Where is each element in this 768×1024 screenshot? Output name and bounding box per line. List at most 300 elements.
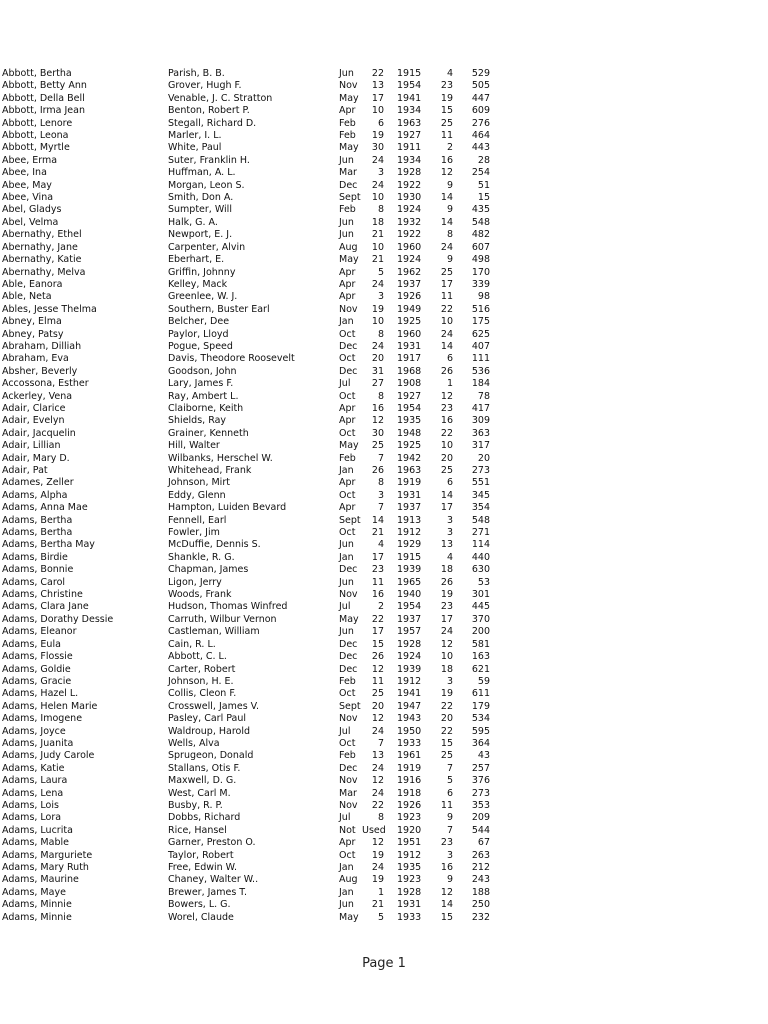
record-bride: Accossona, Esther bbox=[2, 378, 89, 390]
record-month: Feb bbox=[339, 130, 356, 142]
record-book: 15 bbox=[440, 737, 453, 749]
record-day: 17 bbox=[371, 626, 384, 638]
record-book: 24 bbox=[440, 241, 453, 253]
record-bride: Adams, Christine bbox=[2, 589, 83, 601]
record-month: Nov bbox=[339, 303, 358, 315]
record-row bbox=[0, 577, 768, 589]
record-row bbox=[0, 515, 768, 527]
record-day: 26 bbox=[371, 651, 384, 663]
record-bride: Able, Neta bbox=[2, 291, 52, 303]
record-row bbox=[0, 788, 768, 800]
record-month: Oct bbox=[339, 688, 356, 700]
record-book: 10 bbox=[440, 651, 453, 663]
record-groom: Johnson, Mirt bbox=[168, 477, 230, 489]
record-bride: Adair, Clarice bbox=[2, 402, 66, 414]
record-month: Nov bbox=[339, 775, 358, 787]
record-row bbox=[0, 800, 768, 812]
record-year: 1934 bbox=[397, 105, 422, 117]
record-year: 1932 bbox=[397, 216, 422, 228]
record-month: May bbox=[339, 92, 359, 104]
record-row bbox=[0, 775, 768, 787]
record-groom: Stegall, Richard D. bbox=[168, 117, 257, 129]
record-bride: Adams, Eula bbox=[2, 638, 61, 650]
record-groom: Shankle, R. G. bbox=[168, 551, 235, 563]
record-day: 24 bbox=[371, 278, 384, 290]
record-book: 14 bbox=[440, 192, 453, 204]
record-month: Apr bbox=[339, 477, 356, 489]
record-page: 370 bbox=[471, 613, 490, 625]
record-book: 19 bbox=[440, 688, 453, 700]
record-year: 1965 bbox=[397, 576, 422, 588]
record-page: 59 bbox=[477, 675, 490, 687]
record-month: Apr bbox=[339, 837, 356, 849]
record-groom: Shields, Ray bbox=[168, 415, 227, 427]
record-month: Feb bbox=[339, 117, 356, 129]
record-book: 26 bbox=[440, 576, 453, 588]
record-bride: Adams, Dorathy Dessie bbox=[2, 613, 114, 625]
record-page: 536 bbox=[471, 365, 490, 377]
record-row bbox=[0, 291, 768, 303]
record-page: 67 bbox=[477, 837, 490, 849]
record-month: Jun bbox=[339, 576, 354, 588]
record-groom: Newport, E. J. bbox=[168, 229, 233, 241]
record-groom: West, Carl M. bbox=[168, 787, 231, 799]
record-month: Dec bbox=[339, 651, 358, 663]
record-month: Dec bbox=[339, 365, 358, 377]
record-page: 184 bbox=[471, 378, 490, 390]
record-page: 78 bbox=[477, 390, 490, 402]
record-month: Nov bbox=[339, 713, 358, 725]
record-day: 14 bbox=[371, 514, 384, 526]
record-book: 11 bbox=[440, 130, 453, 142]
record-book: 19 bbox=[440, 589, 453, 601]
record-page: 353 bbox=[471, 799, 490, 811]
record-row bbox=[0, 204, 768, 216]
record-groom: Hill, Walter bbox=[168, 440, 220, 452]
record-bride: Abbott, Della Bell bbox=[2, 92, 85, 104]
record-year: 1954 bbox=[397, 80, 422, 92]
record-day: 3 bbox=[377, 291, 384, 303]
record-page: 114 bbox=[471, 539, 490, 551]
record-day: 30 bbox=[371, 142, 384, 154]
record-day: 30 bbox=[371, 427, 384, 439]
record-row bbox=[0, 713, 768, 725]
record-groom: Carruth, Wilbur Vernon bbox=[168, 613, 277, 625]
record-page: 212 bbox=[471, 862, 490, 873]
record-day: 10 bbox=[371, 192, 384, 204]
record-groom: Parish, B. B. bbox=[168, 68, 225, 79]
record-book: 1 bbox=[446, 378, 453, 390]
record-month: Dec bbox=[339, 638, 358, 650]
record-book: 24 bbox=[440, 328, 453, 340]
record-page: 447 bbox=[471, 92, 490, 104]
record-row bbox=[0, 229, 768, 241]
record-year: 1922 bbox=[397, 179, 422, 191]
record-page: 200 bbox=[471, 626, 490, 638]
record-year: 1957 bbox=[397, 626, 422, 638]
record-groom: Whitehead, Frank bbox=[168, 465, 252, 476]
record-year: 1937 bbox=[397, 502, 422, 514]
record-book: 7 bbox=[446, 762, 453, 774]
record-groom: Marler, I. L. bbox=[168, 130, 222, 142]
record-book: 10 bbox=[440, 440, 453, 452]
record-book: 3 bbox=[446, 514, 453, 526]
record-groom: Hampton, Luiden Bevard bbox=[168, 502, 287, 514]
record-year: 1933 bbox=[397, 911, 422, 923]
record-month: Jul bbox=[339, 378, 351, 390]
record-year: 1918 bbox=[397, 787, 422, 799]
record-month: Aug bbox=[339, 874, 358, 886]
record-day: 6 bbox=[377, 117, 384, 129]
record-groom: Ligon, Jerry bbox=[168, 576, 222, 588]
record-year: 1939 bbox=[397, 564, 422, 576]
record-bride: Adams, Gracie bbox=[2, 675, 72, 687]
record-year: 1923 bbox=[397, 812, 422, 824]
record-day: 16 bbox=[371, 402, 384, 414]
record-row bbox=[0, 738, 768, 750]
record-month: Jun bbox=[339, 216, 354, 228]
record-book: 6 bbox=[446, 787, 453, 799]
record-groom: Southern, Buster Earl bbox=[168, 303, 270, 315]
record-groom: Dobbs, Richard bbox=[168, 812, 241, 824]
record-groom: Grainer, Kenneth bbox=[168, 427, 249, 439]
record-day: 11 bbox=[371, 576, 384, 588]
record-page: 243 bbox=[471, 874, 490, 886]
record-groom: Fowler, Jim bbox=[168, 527, 220, 539]
record-page: 440 bbox=[471, 551, 490, 563]
record-groom: Wilbanks, Herschel W. bbox=[168, 452, 273, 464]
record-row bbox=[0, 477, 768, 489]
record-year: 1915 bbox=[397, 551, 422, 563]
record-book: 22 bbox=[440, 303, 453, 315]
record-bride: Adams, Maye bbox=[2, 886, 66, 898]
record-row bbox=[0, 837, 768, 849]
record-row bbox=[0, 316, 768, 328]
record-book: 22 bbox=[440, 725, 453, 737]
record-day: 18 bbox=[371, 216, 384, 228]
record-year: 1930 bbox=[397, 192, 422, 204]
record-groom: Chapman, James bbox=[168, 564, 249, 576]
record-page: 482 bbox=[471, 229, 490, 241]
record-book: 15 bbox=[440, 911, 453, 923]
record-day: 8 bbox=[377, 390, 384, 402]
record-book: 15 bbox=[440, 105, 453, 117]
record-groom: Goodson, John bbox=[168, 365, 237, 377]
record-groom: Davis, Theodore Roosevelt bbox=[168, 353, 295, 365]
record-bride: Abney, Elma bbox=[2, 316, 62, 328]
record-groom: Huffman, A. L. bbox=[168, 167, 236, 179]
record-year: 1924 bbox=[397, 204, 422, 216]
record-page: 364 bbox=[471, 737, 490, 749]
record-month: Feb bbox=[339, 204, 356, 216]
record-bride: Adams, Maurine bbox=[2, 874, 79, 886]
record-book: 24 bbox=[440, 626, 453, 638]
record-groom: Brewer, James T. bbox=[168, 886, 248, 898]
record-row bbox=[0, 688, 768, 700]
record-page: 464 bbox=[471, 130, 490, 142]
record-bride: Adams, Judy Carole bbox=[2, 750, 95, 762]
record-day: 8 bbox=[377, 477, 384, 489]
record-bride: Adams, Katie bbox=[2, 762, 65, 774]
record-row bbox=[0, 254, 768, 266]
record-bride: Able, Eanora bbox=[2, 278, 63, 290]
record-book: 3 bbox=[446, 527, 453, 539]
record-bride: Abraham, Eva bbox=[2, 353, 69, 365]
record-year: 1913 bbox=[397, 514, 422, 526]
record-groom: Castleman, William bbox=[168, 626, 260, 638]
record-book: 9 bbox=[446, 254, 453, 266]
record-day: 12 bbox=[371, 775, 384, 787]
record-bride: Adams, Joyce bbox=[2, 725, 66, 737]
record-month: Apr bbox=[339, 415, 356, 427]
record-page: 232 bbox=[471, 911, 490, 923]
record-groom: Griffin, Johnny bbox=[168, 266, 236, 278]
record-month: Jan bbox=[339, 316, 354, 328]
record-groom: Benton, Robert P. bbox=[168, 105, 250, 117]
record-year: 1925 bbox=[397, 440, 422, 452]
record-bride: Adams, Lena bbox=[2, 787, 64, 799]
record-book: 12 bbox=[440, 390, 453, 402]
record-year: 1912 bbox=[397, 527, 422, 539]
record-day: 20 bbox=[371, 353, 384, 365]
record-row bbox=[0, 217, 768, 229]
record-row bbox=[0, 130, 768, 142]
record-year: 1940 bbox=[397, 589, 422, 601]
record-groom: Claiborne, Keith bbox=[168, 402, 244, 414]
record-page: 609 bbox=[471, 105, 490, 117]
record-bride: Adams, Marguriete bbox=[2, 849, 93, 861]
record-book: 14 bbox=[440, 340, 453, 352]
record-bride: Adams, Bertha May bbox=[2, 539, 95, 551]
record-month: Apr bbox=[339, 502, 356, 514]
record-book: 11 bbox=[440, 291, 453, 303]
record-bride: Abbott, Leona bbox=[2, 130, 69, 142]
record-bride: Abernathy, Jane bbox=[2, 241, 78, 253]
record-row bbox=[0, 142, 768, 154]
record-month: Jun bbox=[339, 154, 354, 166]
record-bride: Adams, Hazel L. bbox=[2, 688, 79, 700]
record-row bbox=[0, 539, 768, 551]
record-row bbox=[0, 614, 768, 626]
record-page: 15 bbox=[477, 192, 490, 204]
record-bride: Abbott, Irma Jean bbox=[2, 105, 85, 117]
record-bride: Absher, Beverly bbox=[2, 365, 78, 377]
record-row bbox=[0, 874, 768, 886]
record-year: 1925 bbox=[397, 316, 422, 328]
record-page: 301 bbox=[471, 589, 490, 601]
record-row bbox=[0, 763, 768, 775]
record-groom: Rice, Hansel bbox=[168, 824, 227, 836]
record-row bbox=[0, 887, 768, 899]
record-month: Nov bbox=[339, 799, 358, 811]
record-row bbox=[0, 378, 768, 390]
record-month: Nov bbox=[339, 80, 358, 92]
record-day: 20 bbox=[371, 700, 384, 712]
record-groom: Smith, Don A. bbox=[168, 192, 234, 204]
record-day: 12 bbox=[371, 663, 384, 675]
record-month: Jan bbox=[339, 862, 354, 873]
record-day: 10 bbox=[371, 241, 384, 253]
record-month: Oct bbox=[339, 390, 356, 402]
record-bride: Adair, Jacquelin bbox=[2, 427, 76, 439]
record-day: 26 bbox=[371, 465, 384, 476]
record-year: 1912 bbox=[397, 675, 422, 687]
record-month: Jun bbox=[339, 626, 354, 638]
record-bride: Abbott, Myrtle bbox=[2, 142, 70, 154]
record-day: 19 bbox=[371, 303, 384, 315]
record-row bbox=[0, 267, 768, 279]
record-day: 3 bbox=[377, 489, 384, 501]
record-page: 407 bbox=[471, 340, 490, 352]
record-groom: Fennell, Earl bbox=[168, 514, 227, 526]
record-row bbox=[0, 118, 768, 130]
record-year: 1941 bbox=[397, 688, 422, 700]
record-groom: Sprugeon, Donald bbox=[168, 750, 254, 762]
record-day: 21 bbox=[371, 254, 384, 266]
record-page: 376 bbox=[471, 775, 490, 787]
record-page: 175 bbox=[471, 316, 490, 328]
record-book: 12 bbox=[440, 638, 453, 650]
record-book: 25 bbox=[440, 266, 453, 278]
record-page: 43 bbox=[477, 750, 490, 762]
record-page: 254 bbox=[471, 167, 490, 179]
record-row bbox=[0, 304, 768, 316]
record-year: 1920 bbox=[397, 824, 422, 836]
record-row bbox=[0, 428, 768, 440]
record-month: Dec bbox=[339, 663, 358, 675]
record-book: 2 bbox=[446, 142, 453, 154]
record-month: Oct bbox=[339, 737, 356, 749]
record-bride: Abee, Vina bbox=[2, 192, 54, 204]
record-year: 1947 bbox=[397, 700, 422, 712]
record-day: 13 bbox=[371, 750, 384, 762]
record-groom: Pasley, Carl Paul bbox=[168, 713, 247, 725]
record-day: 19 bbox=[371, 874, 384, 886]
record-month: Apr bbox=[339, 291, 356, 303]
record-row bbox=[0, 341, 768, 353]
record-month: Apr bbox=[339, 278, 356, 290]
record-page: 257 bbox=[471, 762, 490, 774]
record-row bbox=[0, 862, 768, 874]
record-month: Not bbox=[339, 824, 356, 836]
record-bride: Adams, Juanita bbox=[2, 737, 74, 749]
record-bride: Adams, Lora bbox=[2, 812, 62, 824]
record-day: Used bbox=[362, 824, 386, 836]
record-day: 27 bbox=[371, 378, 384, 390]
record-row bbox=[0, 80, 768, 92]
record-page: 273 bbox=[471, 465, 490, 476]
record-bride: Adams, Laura bbox=[2, 775, 68, 787]
record-year: 1919 bbox=[397, 762, 422, 774]
record-row bbox=[0, 676, 768, 688]
record-month: Apr bbox=[339, 105, 356, 117]
record-day: 15 bbox=[371, 638, 384, 650]
record-groom: Greenlee, W. J. bbox=[168, 291, 238, 303]
record-year: 1949 bbox=[397, 303, 422, 315]
record-month: May bbox=[339, 613, 359, 625]
record-day: 22 bbox=[371, 799, 384, 811]
record-book: 18 bbox=[440, 663, 453, 675]
record-month: Sept bbox=[339, 514, 361, 526]
record-page: 309 bbox=[471, 415, 490, 427]
record-year: 1941 bbox=[397, 92, 422, 104]
record-page: 339 bbox=[471, 278, 490, 290]
record-year: 1928 bbox=[397, 167, 422, 179]
record-row bbox=[0, 552, 768, 564]
record-groom: Sumpter, Will bbox=[168, 204, 232, 216]
record-bride: Adams, Imogene bbox=[2, 713, 83, 725]
record-month: Oct bbox=[339, 527, 356, 539]
record-row bbox=[0, 366, 768, 378]
record-book: 20 bbox=[440, 713, 453, 725]
record-page: 51 bbox=[477, 179, 490, 191]
record-year: 1912 bbox=[397, 849, 422, 861]
record-page: 250 bbox=[471, 899, 490, 911]
record-month: May bbox=[339, 254, 359, 266]
record-year: 1931 bbox=[397, 340, 422, 352]
record-page: 551 bbox=[471, 477, 490, 489]
record-day: 25 bbox=[371, 688, 384, 700]
record-month: Oct bbox=[339, 427, 356, 439]
record-row bbox=[0, 155, 768, 167]
record-bride: Abee, Ina bbox=[2, 167, 47, 179]
record-year: 1926 bbox=[397, 799, 422, 811]
record-page: 28 bbox=[477, 154, 490, 166]
record-row bbox=[0, 453, 768, 465]
record-groom: Lary, James F. bbox=[168, 378, 234, 390]
record-groom: Grover, Hugh F. bbox=[168, 80, 242, 92]
record-book: 26 bbox=[440, 365, 453, 377]
record-month: Dec bbox=[339, 762, 358, 774]
record-groom: Suter, Franklin H. bbox=[168, 154, 250, 166]
record-bride: Adams, Lucrita bbox=[2, 824, 73, 836]
record-year: 1961 bbox=[397, 750, 422, 762]
record-day: 16 bbox=[371, 589, 384, 601]
record-page: 354 bbox=[471, 502, 490, 514]
record-row bbox=[0, 465, 768, 477]
record-groom: Chaney, Walter W.. bbox=[168, 874, 259, 886]
record-year: 1963 bbox=[397, 465, 422, 476]
record-page: 544 bbox=[471, 824, 490, 836]
record-book: 6 bbox=[446, 353, 453, 365]
record-year: 1942 bbox=[397, 452, 422, 464]
record-year: 1935 bbox=[397, 415, 422, 427]
record-groom: Woods, Frank bbox=[168, 589, 232, 601]
record-row bbox=[0, 329, 768, 341]
record-book: 4 bbox=[446, 68, 453, 79]
record-book: 20 bbox=[440, 452, 453, 464]
record-groom: Bowers, L. G. bbox=[168, 899, 231, 911]
record-day: 19 bbox=[371, 130, 384, 142]
record-day: 4 bbox=[377, 539, 384, 551]
record-year: 1948 bbox=[397, 427, 422, 439]
record-row bbox=[0, 68, 768, 80]
record-year: 1943 bbox=[397, 713, 422, 725]
record-day: 21 bbox=[371, 899, 384, 911]
record-month: Feb bbox=[339, 750, 356, 762]
record-bride: Abraham, Dilliah bbox=[2, 340, 82, 352]
record-bride: Adams, Mable bbox=[2, 837, 69, 849]
record-year: 1962 bbox=[397, 266, 422, 278]
record-bride: Abbott, Betty Ann bbox=[2, 80, 87, 92]
record-book: 9 bbox=[446, 812, 453, 824]
record-book: 7 bbox=[446, 824, 453, 836]
record-month: Sept bbox=[339, 700, 361, 712]
record-year: 1954 bbox=[397, 402, 422, 414]
record-day: 24 bbox=[371, 179, 384, 191]
record-month: Aug bbox=[339, 241, 358, 253]
record-bride: Adair, Lillian bbox=[2, 440, 61, 452]
